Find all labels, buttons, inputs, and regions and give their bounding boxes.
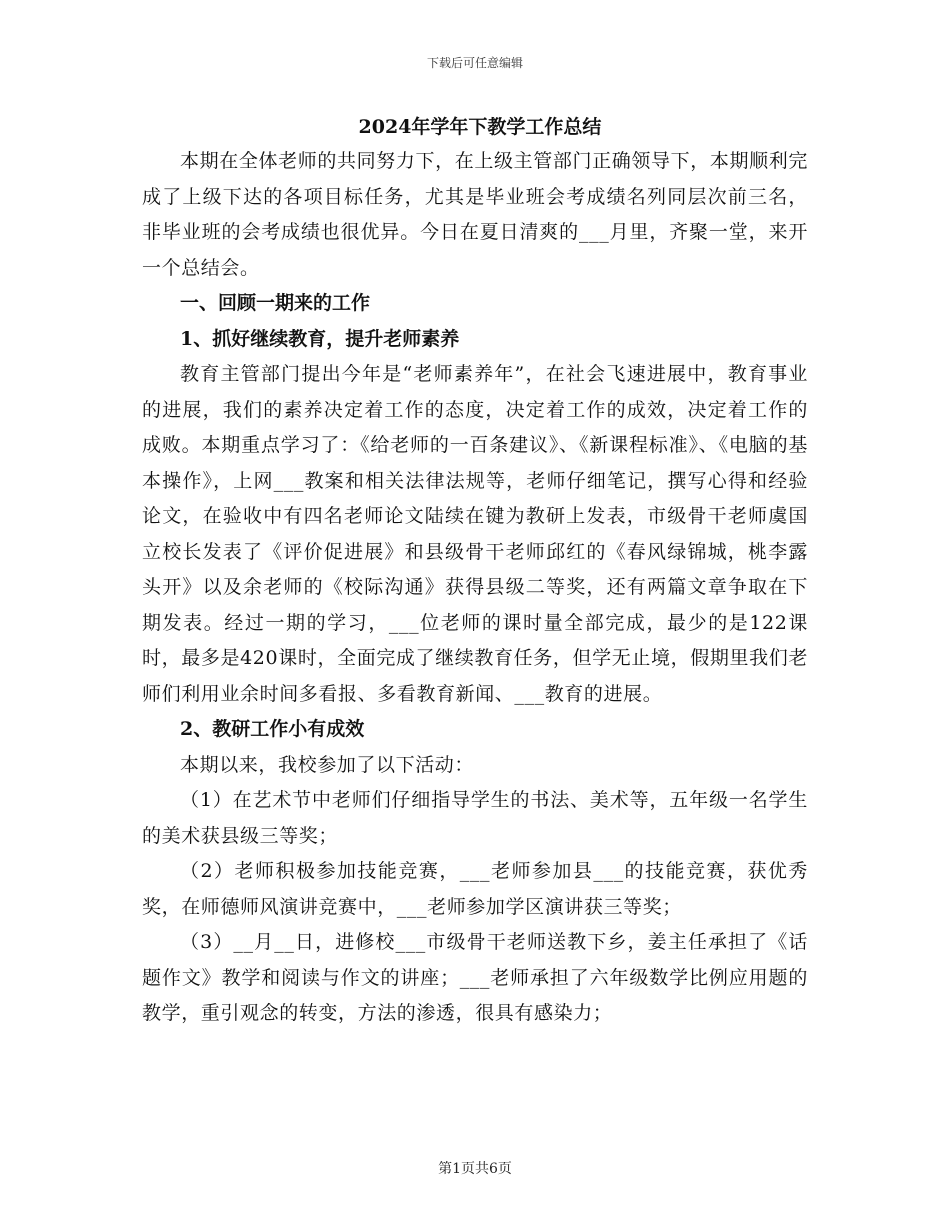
activity-item-2: （2）老师积极参加技能竞赛，___老师参加县___的技能竞赛，获优秀奖，在师德师风演讲竞赛中，___老师参加学区演讲获三等奖； (142, 860, 808, 918)
intro-paragraph: 本期在全体老师的共同努力下，在上级主管部门正确领导下，本期顺利完成了上级下达的各项目标任务，尤其是毕业班会考成绩名列同层次前三名，非毕业班的会考成绩也很优异。今日在夏日清爽的___月里，齐聚一堂，来开一个总结会。 (142, 150, 808, 279)
teaching-research-intro: 本期以来，我校参加了以下活动： (180, 753, 475, 776)
document-body (142, 110, 808, 1032)
page-number: 第1页共6页 (438, 1161, 512, 1177)
subheading-teaching-research: 2、教研工作小有成效 (180, 718, 365, 740)
continuing-education-paragraph: 教育主管部门提出今年是“老师素养年”，在社会飞速进展中，教育事业的进展，我们的素养决定着工作的态度，决定着工作的成效，决定着工作的成败。本期重点学习了：《给老师的一百条建议》、《新课程标准》、《电脑的基本操作》，上网___教案和相关法律法规等，老师仔细笔记，撰写心得和经验论文，在验收中有四名老师论文陆续在键为教研上发表，市级骨干老师虞国立校长发表了《评价促进展》和县级骨干老师邱红的《春风绿锦城，桃李露头开》以及余老师的《校际沟通》获得县级二等奖，还有两篇文章争取在下期发表。经过一期的学习，___位老师的课时量全部完成，最少的是122课时，最多是420课时，全面完成了继续教育任务，但学无止境，假期里我们老师们利用业余时间多看报、多看教育新闻、___教育的进展。 (142, 363, 808, 705)
subheading-continuing-education: 1、抓好继续教育，提升老师素养 (180, 327, 460, 350)
document-title: 2024年学年下教学工作总结 (358, 116, 602, 138)
page-header-note: 下载后可任意编辑 (426, 56, 523, 70)
section-heading-review: 一、回顾一期来的工作 (180, 292, 371, 314)
activity-item-3: （3）__月__日，进修校___市级骨干老师送教下乡，姜主任承担了《话题作文》教学和阅读与作文的讲座；___老师承担了六年级数学比例应用题的教学，重引观念的转变，方法的渗透，很具有感染力； (142, 931, 808, 1024)
activity-item-1: （1）在艺术节中老师们仔细指导学生的书法、美术等，五年级一名学生的美术获县级三等奖； (142, 789, 808, 847)
